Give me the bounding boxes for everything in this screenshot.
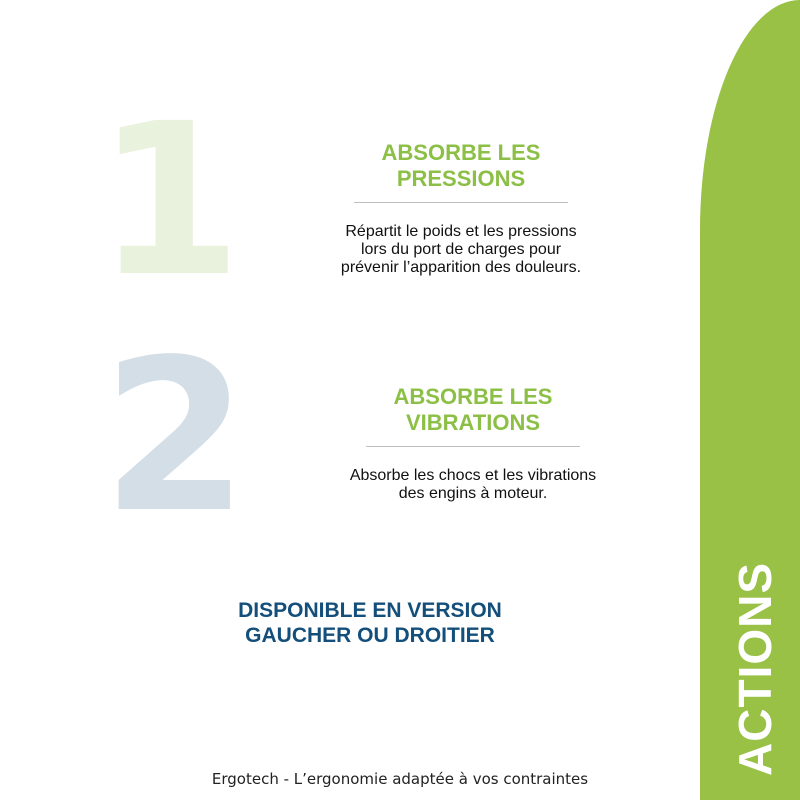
side-label: ACTIONS [729,562,781,776]
description-line: lors du port de charges pour [360,241,562,258]
description-line: prévenir l’apparition des douleurs. [340,259,582,276]
feature-title-line: PRESSIONS [396,166,526,191]
feature-title-line: ABSORBE LES [393,384,553,409]
footer-tagline: Ergotech - L’ergonomie adaptée à vos contraintes [211,770,589,788]
description-line: Absorbe les chocs et les vibrations [349,467,597,484]
side-band [700,0,800,800]
feature-description [330,467,616,503]
callout-line: DISPONIBLE EN VERSION [238,599,502,622]
feature-title [330,384,616,436]
divider [366,446,580,447]
feature-title-line: ABSORBE LES [381,140,541,165]
description-line: des engins à moteur. [398,485,548,502]
feature-title [320,140,602,192]
availability-callout [200,598,540,648]
feature-description [320,223,602,277]
number-one: 1 [96,78,239,323]
callout-line: GAUCHER OU DROITIER [245,624,495,647]
divider [354,202,568,203]
feature-block-vibrations [330,384,616,503]
number-two: 2 [102,314,245,559]
description-line: Répartit le poids et les pressions [345,223,577,240]
feature-title-line: VIBRATIONS [405,410,541,435]
feature-block-pressures [320,140,602,277]
